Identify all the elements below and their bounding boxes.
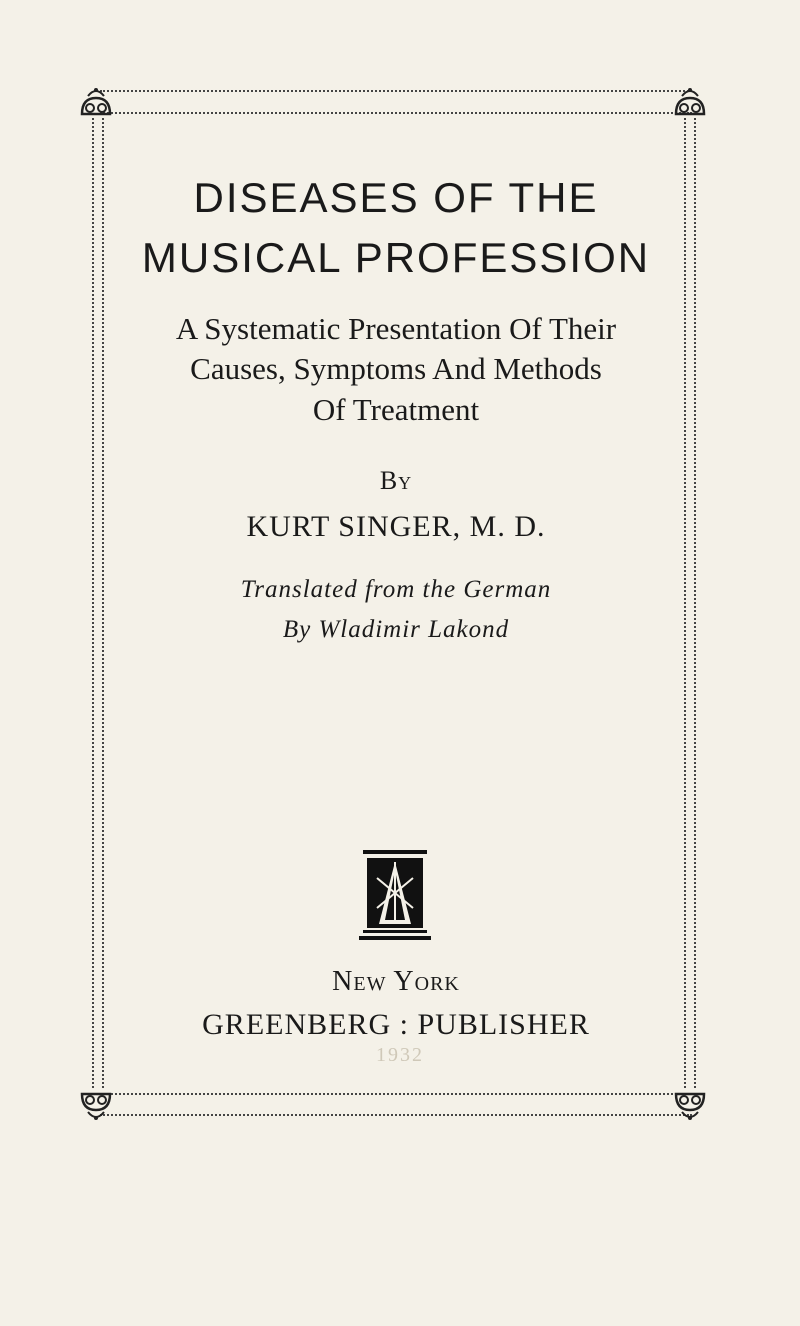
publisher-name: GREENBERG : PUBLISHER — [202, 1008, 590, 1041]
frame-bottom-line-outer — [100, 1093, 692, 1095]
corner-ornament-icon — [78, 84, 114, 120]
corner-ornament-icon — [672, 84, 708, 120]
author-name: KURT SINGER, M. D. — [246, 510, 546, 543]
corner-ornament-icon — [672, 1088, 708, 1124]
frame-left-line-outer — [92, 118, 94, 1088]
subtitle-line-2: Causes, Symptoms And Methods — [190, 351, 602, 386]
book-title-line-2: MUSICAL PROFESSION — [141, 234, 651, 281]
publisher-emblem-icon — [357, 848, 433, 944]
subtitle-line-3: Of Treatment — [312, 392, 480, 427]
frame-top-line-outer — [100, 90, 692, 92]
book-title-line-1: DISEASES OF THE — [193, 174, 599, 221]
frame-right-line-inner — [694, 118, 696, 1088]
by-label: By — [379, 466, 413, 495]
translation-note: Translated from the German — [240, 576, 552, 603]
subtitle-line-1: A Systematic Presentation Of Their — [175, 311, 617, 346]
publisher-city: New York — [332, 966, 460, 997]
frame-top-line-inner — [100, 112, 692, 114]
handwritten-year-note: 1932 — [376, 1044, 424, 1066]
frame-left-line-inner — [102, 118, 104, 1088]
translator-name: By Wladimir Lakond — [282, 616, 510, 643]
corner-ornament-icon — [78, 1088, 114, 1124]
frame-bottom-line-inner — [100, 1114, 692, 1116]
